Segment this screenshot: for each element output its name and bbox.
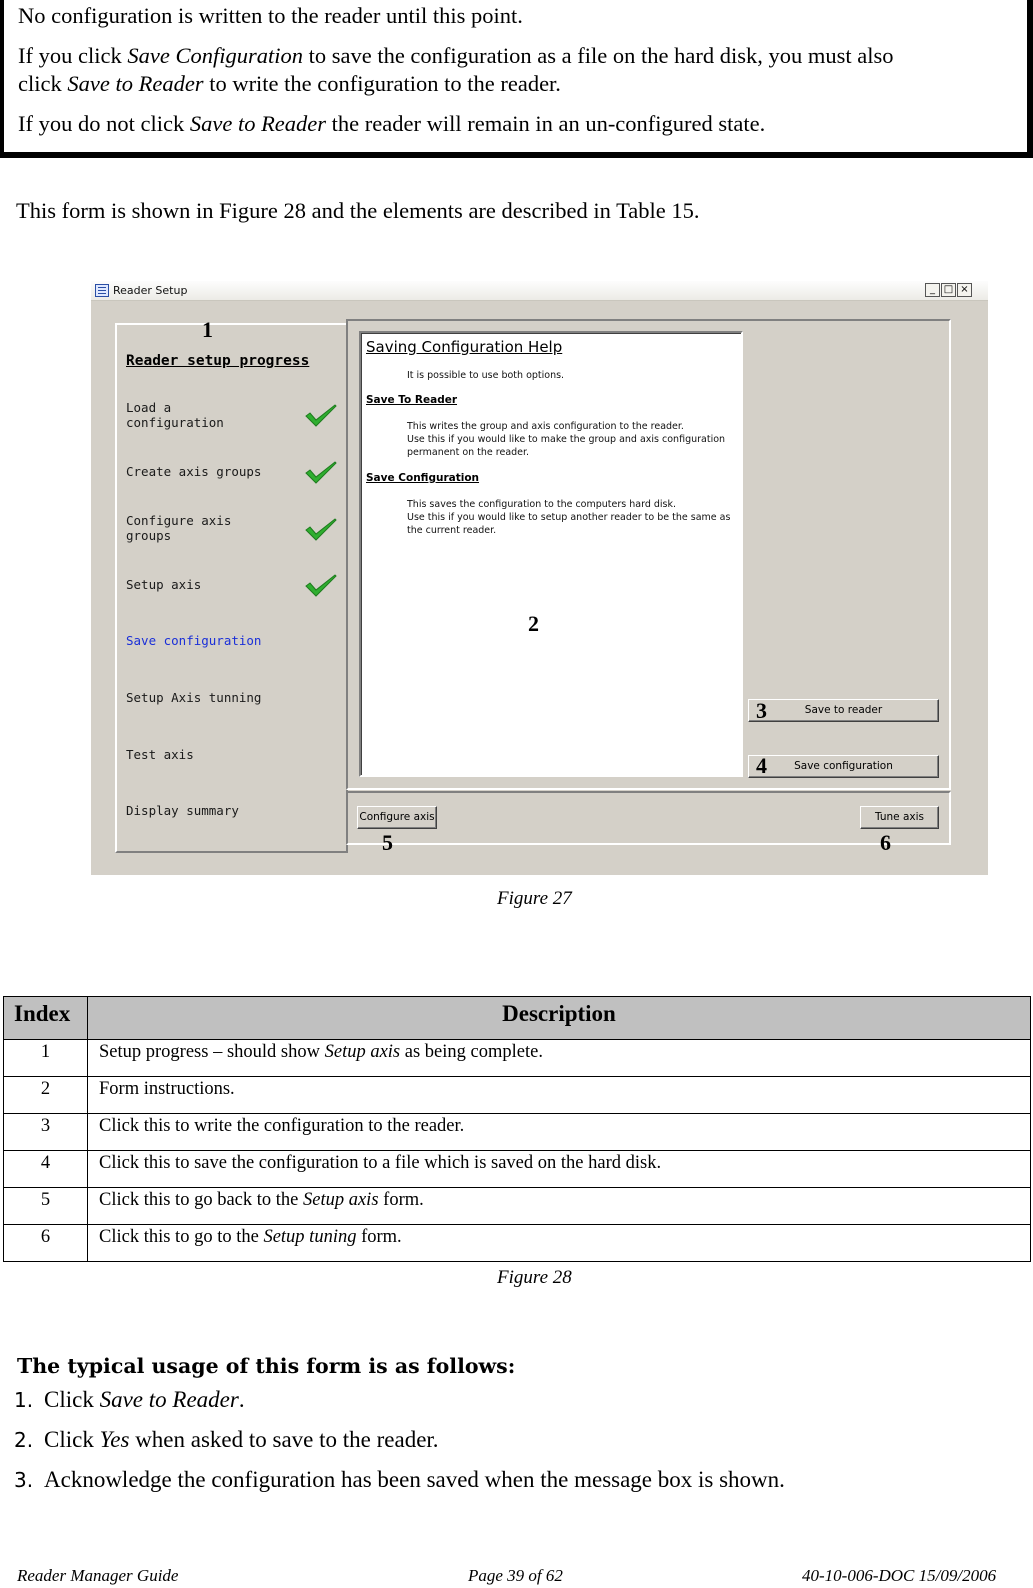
column-header-index: Index xyxy=(4,997,88,1040)
list-item: 2. Click Yes when asked to save to the reader. xyxy=(14,1427,439,1452)
help-head-save-configuration: Save Configuration xyxy=(366,472,480,484)
footer-page-number: Page 39 of 62 xyxy=(468,1566,563,1585)
callout-6: 6 xyxy=(880,830,891,855)
row-description: Click this to write the configuration to the reader. xyxy=(88,1114,1031,1151)
footer-right: 40-10-006-DOC 15/09/2006 xyxy=(802,1566,997,1585)
table-row xyxy=(4,1225,1031,1262)
footer-left: Reader Manager Guide xyxy=(17,1566,179,1585)
row-description: Form instructions. xyxy=(88,1077,1031,1114)
reader-setup-window xyxy=(91,281,988,875)
app-icon xyxy=(95,284,109,297)
step-setup-axis[interactable]: Setup axis xyxy=(126,577,202,592)
note-line-1: No configuration is written to the reader until this point. xyxy=(18,3,523,28)
save-to-reader-button[interactable]: Save to reader xyxy=(748,699,939,722)
callout-3: 3 xyxy=(756,698,767,723)
help-panel xyxy=(359,331,743,777)
callout-1: 1 xyxy=(202,317,213,342)
maximize-icon[interactable]: □ xyxy=(941,283,956,297)
list-item: 1. Click Save to Reader. xyxy=(14,1387,245,1412)
table-row xyxy=(4,1077,1031,1114)
tune-axis-button[interactable]: Tune axis xyxy=(860,806,939,829)
setup-progress-pane xyxy=(115,317,348,853)
note-line-3: If you do not click Save to Reader the reader will remain in an un-configured state. xyxy=(18,111,766,136)
row-index: 6 xyxy=(4,1225,88,1262)
usage-steps xyxy=(14,1380,785,1500)
step-test-axis[interactable]: Test axis xyxy=(126,747,194,762)
row-index: 5 xyxy=(4,1188,88,1225)
configure-axis-button[interactable]: Configure axis xyxy=(357,806,437,829)
title-bar xyxy=(91,281,988,301)
step-configure-axis-groups[interactable]: Configure axis groups xyxy=(126,513,232,543)
table-row xyxy=(4,1188,1031,1225)
row-description: Setup progress – should show Setup axis as being complete. xyxy=(88,1040,1031,1077)
usage-heading: The typical usage of this form is as follows: xyxy=(17,1354,516,1378)
minimize-icon[interactable]: _ xyxy=(925,283,940,297)
row-index: 4 xyxy=(4,1151,88,1188)
check-icon xyxy=(304,403,338,429)
step-setup-axis-tunning[interactable]: Setup Axis tunning xyxy=(126,690,262,705)
note-line-2: If you click Save Configuration to save the configuration as a file on the hard disk, you must also click Save to Reader to write the configuration to the reader. xyxy=(18,43,894,96)
table-row xyxy=(4,1040,1031,1077)
row-index: 1 xyxy=(4,1040,88,1077)
figure-27-caption: Figure 27 xyxy=(497,888,572,909)
check-icon xyxy=(304,573,338,599)
row-description: Click this to go to the Setup tuning form. xyxy=(88,1225,1031,1262)
step-save-configuration[interactable]: Save configuration xyxy=(126,633,262,648)
figure-28-caption: Figure 28 xyxy=(497,1267,572,1288)
note-box xyxy=(0,0,1033,158)
help-intro: It is possible to use both options. xyxy=(407,370,565,381)
description-table xyxy=(3,996,1031,1262)
help-head-save-to-reader: Save To Reader xyxy=(366,394,458,406)
close-icon[interactable]: × xyxy=(957,283,972,297)
callout-5: 5 xyxy=(382,830,393,855)
help-text-save-configuration: This saves the configuration to the computers hard disk. Use this if you would like to setup another reader to be the same as the current reader. xyxy=(407,499,731,536)
column-header-description: Description xyxy=(88,997,1031,1040)
table-row xyxy=(4,1151,1031,1188)
step-create-axis-groups[interactable]: Create axis groups xyxy=(126,464,262,479)
row-description: Click this to go back to the Setup axis form. xyxy=(88,1188,1031,1225)
step-display-summary[interactable]: Display summary xyxy=(126,803,239,818)
table-row xyxy=(4,1114,1031,1151)
row-index: 3 xyxy=(4,1114,88,1151)
table-header-row xyxy=(4,997,1031,1040)
step-load-configuration[interactable]: Load a configuration xyxy=(126,400,224,430)
help-text-save-to-reader: This writes the group and axis configuration to the reader. Use this if you would like to make the group and axis configuration permanent on the reader. xyxy=(407,421,726,458)
intro-paragraph: This form is shown in Figure 28 and the elements are described in Table 15. xyxy=(16,198,700,223)
check-icon xyxy=(304,517,338,543)
progress-title: Reader setup progress xyxy=(126,353,310,369)
save-configuration-button[interactable]: Save configuration xyxy=(748,755,939,778)
callout-4: 4 xyxy=(756,753,767,778)
callout-2: 2 xyxy=(528,611,539,636)
row-description: Click this to save the configuration to a file which is saved on the hard disk. xyxy=(88,1151,1031,1188)
list-item: 3. Acknowledge the configuration has been saved when the message box is shown. xyxy=(14,1467,785,1492)
help-title: Saving Configuration Help xyxy=(366,338,563,356)
row-index: 2 xyxy=(4,1077,88,1114)
check-icon xyxy=(304,460,338,486)
window-title: Reader Setup xyxy=(113,284,188,297)
